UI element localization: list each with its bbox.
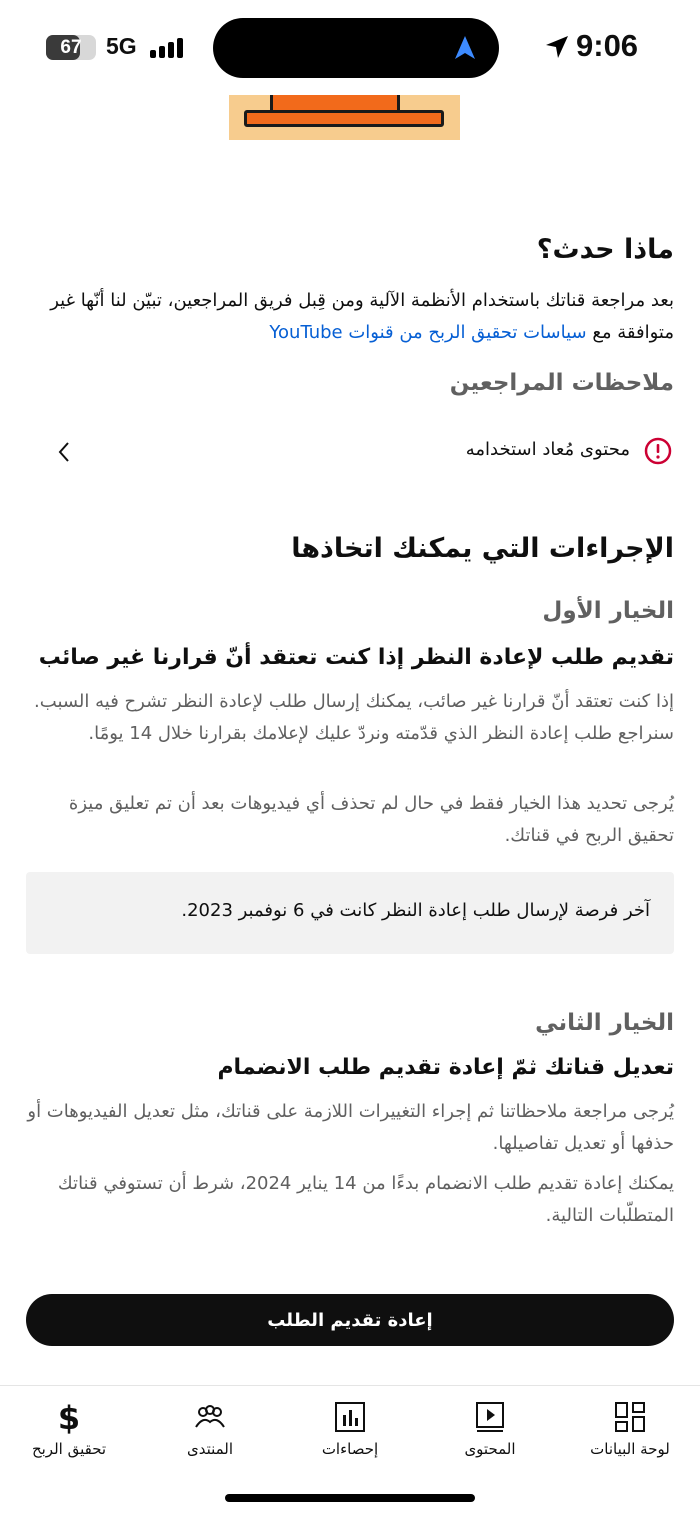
content-icon (473, 1400, 507, 1434)
reviewer-notes-title: ملاحظات المراجعين (449, 370, 674, 396)
nav-analytics[interactable] (285, 1396, 415, 1466)
nav-content[interactable] (425, 1396, 555, 1466)
monetization-policies-link[interactable]: سياسات تحقيق الربح من قنوات YouTube (269, 322, 587, 343)
battery-level: 67 (60, 37, 82, 58)
what-happened-text: بعد مراجعة قناتك باستخدام الأنظمة الآلية ومن قِبل فريق المراجعين، تبيّن لنا أنّها غير متوافقة مع (50, 290, 674, 343)
what-happened-body (26, 285, 674, 349)
reviewer-note-item[interactable] (26, 430, 674, 474)
signal-icon (150, 36, 190, 58)
option2-note: يمكنك إعادة تقديم طلب الانضمام بدءًا من 14 يناير 2024، شرط أن تستوفي قناتك المتطلّبات التالية. (57, 1173, 674, 1226)
what-happened-title: ماذا حدث؟ (536, 234, 674, 265)
dollar-icon (52, 1400, 86, 1434)
navigation-arrow-icon (453, 35, 477, 61)
home-indicator[interactable] (225, 1494, 475, 1502)
nav-content-label: المحتوى (464, 1440, 516, 1458)
analytics-icon (333, 1400, 367, 1434)
dashboard-icon (613, 1400, 647, 1434)
nav-dashboard-label: لوحة البيانات (590, 1440, 670, 1458)
nav-earn[interactable] (4, 1396, 134, 1466)
community-icon (193, 1400, 227, 1434)
traffic-cone-base (244, 110, 444, 127)
nav-community-label: المنتدى (186, 1440, 234, 1458)
nav-analytics-label: إحصاءات (321, 1440, 379, 1458)
reviewer-note-label: محتوى مُعاد استخدامه (465, 439, 630, 460)
option2-heading: تعديل قناتك ثمّ إعادة تقديم طلب الانضمام (217, 1055, 674, 1080)
actions-title: الإجراءات التي يمكنك اتخاذها (291, 533, 674, 564)
nav-earn-label: تحقيق الربح (31, 1440, 107, 1458)
option1-label: الخيار الأول (542, 598, 674, 624)
network-type: 5G (106, 33, 137, 59)
deadline-notice (26, 872, 674, 954)
clock: 9:06 (576, 28, 639, 63)
resubmit-button[interactable]: إعادة تقديم الطلب (26, 1294, 674, 1346)
option1-heading: تقديم طلب لإعادة النظر إذا كنت تعتقد أنّ قرارنا غير صائب (38, 645, 674, 670)
deadline-text: آخر فرصة لإرسال طلب إعادة النظر كانت في 6 نوفمبر 2023. (181, 900, 650, 921)
status-bar (0, 0, 700, 95)
option2-body: يُرجى مراجعة ملاحظاتنا ثم إجراء التغييرات اللازمة على قناتك، مثل تعديل الفيديوهات أو حذفها أو تعديل تفاصيلها. (27, 1101, 674, 1154)
dynamic-island (213, 18, 499, 78)
location-arrow-icon (544, 34, 570, 60)
battery-indicator (46, 35, 96, 60)
option1-body: إذا كنت تعتقد أنّ قرارنا غير صائب، يمكنك إرسال طلب لإعادة النظر تشرح فيه السبب. سنراجع طلب إعادة النظر الذي قدّمته ونردّ عليك لإعلامك بقرارنا خلال 14 يومًا. (34, 691, 674, 744)
option1-note: يُرجى تحديد هذا الخيار فقط في حال لم تحذف أي فيديوهات بعد أن تم تعليق ميزة تحقيق الربح في قناتك. (68, 793, 674, 846)
nav-community[interactable] (145, 1396, 275, 1466)
option2-label: الخيار الثاني (535, 1010, 674, 1036)
nav-dashboard[interactable] (565, 1396, 695, 1466)
alert-icon (644, 437, 672, 465)
chevron-left-icon (56, 440, 72, 464)
svg-text:$: $ (57, 1400, 81, 1434)
